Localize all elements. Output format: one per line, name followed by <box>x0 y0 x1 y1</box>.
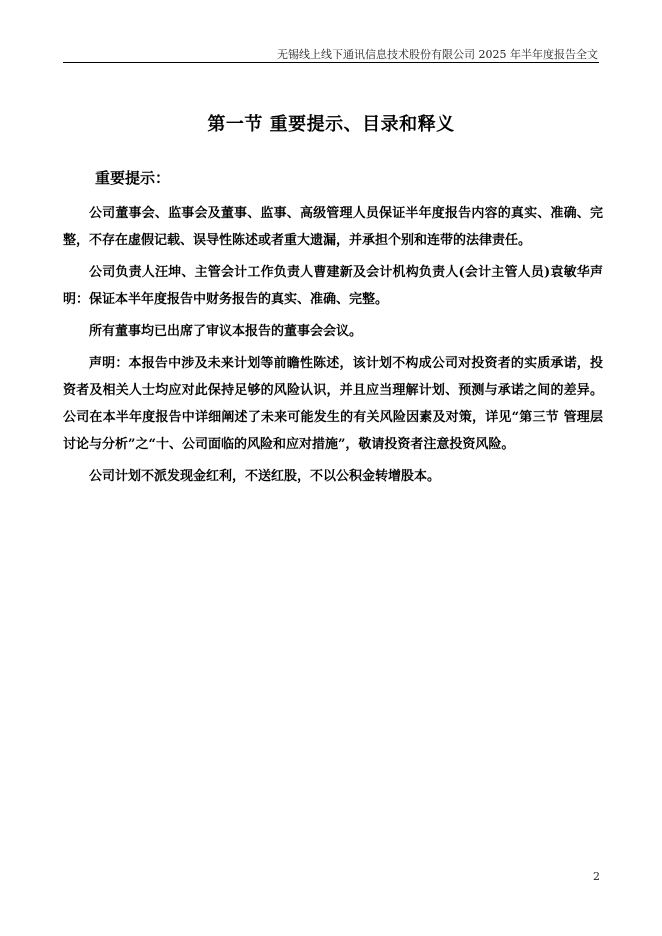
important-notice-heading: 重要提示： <box>95 169 171 187</box>
page-number: 2 <box>593 870 600 883</box>
running-header: 无锡线上线下通讯信息技术股份有限公司 2025 年半年度报告全文 <box>277 48 598 61</box>
notice-paragraph-responsibility: 公司董事会、监事会及董事、监事、高级管理人员保证半年度报告内容的真实、准确、完整，不存在虚假记载、误导性陈述或者重大遗漏，并承担个别和连带的法律责任。 <box>63 206 603 248</box>
section-title: 第一节 重要提示、目录和释义 <box>207 114 455 135</box>
header-divider <box>63 62 599 63</box>
notice-paragraph-dividend: 公司计划不派发现金红利，不送红股，不以公积金转增股本。 <box>89 469 441 484</box>
notice-paragraph-attendance: 所有董事均已出席了审议本报告的董事会会议。 <box>89 324 363 339</box>
important-notice-body <box>63 200 603 495</box>
notice-paragraph-officers: 公司负责人汪坤、主管会计工作负责人曹建新及会计机构负责人(会计主管人员)袁敏华声明：保证本半年度报告中财务报告的真实、准确、完整。 <box>63 265 603 307</box>
notice-paragraph-forward-looking: 声明：本报告中涉及未来计划等前瞻性陈述，该计划不构成公司对投资者的实质承诺，投资者及相关人士均应对此保持足够的风险认识，并且应当理解计划、预测与承诺之间的差异。公司在本半年度报告中详细阐述了未来可能发生的有关风险因素及对策，详见“第三节 管理层讨论与分析”之“十、公司面临的风险和应对措施”，敬请投资者注意投资风险。 <box>63 356 603 452</box>
